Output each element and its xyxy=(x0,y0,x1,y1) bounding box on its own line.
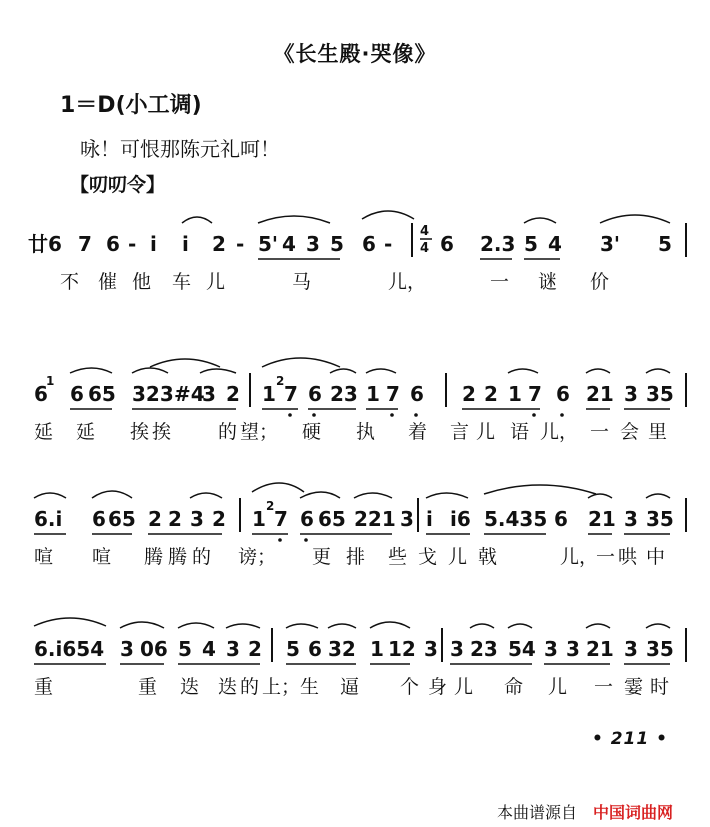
svg-text:2: 2 xyxy=(276,374,285,388)
lyric: 延 xyxy=(76,421,96,443)
lyric: 重 xyxy=(138,676,158,698)
lyric: 的 xyxy=(218,421,238,443)
svg-text:3: 3 xyxy=(424,637,438,661)
spoken-line: 咏！可恨那陈元礼呵！ xyxy=(80,137,280,161)
svg-text:7: 7 xyxy=(284,382,298,406)
svg-text:2: 2 xyxy=(226,382,240,406)
svg-text:2: 2 xyxy=(148,507,162,531)
svg-text:5: 5 xyxy=(658,232,672,256)
svg-text:-: - xyxy=(236,232,245,256)
svg-text:2: 2 xyxy=(484,382,498,406)
svg-text:7: 7 xyxy=(386,382,400,406)
lyric: 戟 xyxy=(478,546,498,568)
svg-text:5: 5 xyxy=(524,232,538,256)
lyric: 更 xyxy=(312,546,332,568)
svg-text:6: 6 xyxy=(106,232,120,256)
svg-text:-: - xyxy=(384,232,393,256)
svg-text:3: 3 xyxy=(190,507,204,531)
lyric: 车 xyxy=(172,271,192,293)
source-credit xyxy=(497,800,673,823)
lyric: 语 xyxy=(510,421,530,443)
svg-text:23: 23 xyxy=(470,637,498,661)
svg-text:3: 3 xyxy=(400,507,414,531)
svg-text:6: 6 xyxy=(308,382,322,406)
svg-text:i: i xyxy=(150,232,157,256)
lyric: 腾 xyxy=(168,546,188,568)
svg-text:3: 3 xyxy=(624,637,638,661)
lyric: 一 xyxy=(594,676,614,698)
source-text: 本曲谱源自 xyxy=(497,803,578,822)
svg-text:2.3: 2.3 xyxy=(480,232,516,256)
lyric: 儿 xyxy=(448,546,468,568)
lyric: 言 xyxy=(450,421,470,443)
svg-text:6: 6 xyxy=(70,382,84,406)
svg-text:12: 12 xyxy=(388,637,416,661)
svg-text:23: 23 xyxy=(330,382,358,406)
lyric: 儿， xyxy=(388,271,427,293)
svg-text:i: i xyxy=(426,507,433,531)
svg-text:3: 3 xyxy=(450,637,464,661)
svg-text:3: 3 xyxy=(624,507,638,531)
lyric: 里 xyxy=(648,421,668,443)
svg-text:1: 1 xyxy=(46,374,55,388)
lyrics-line-2 xyxy=(0,417,710,447)
lyric: 儿， xyxy=(540,421,579,443)
lyric: 喧 xyxy=(92,546,112,568)
lyric: 上； xyxy=(262,676,301,698)
svg-text:3: 3 xyxy=(226,637,240,661)
svg-text:5: 5 xyxy=(178,637,192,661)
lyric: 催 xyxy=(98,271,118,293)
svg-text:i: i xyxy=(182,232,189,256)
lyric: 马 xyxy=(292,271,312,293)
lyrics-line-1 xyxy=(0,267,710,297)
svg-text:5: 5 xyxy=(286,637,300,661)
staff-4 xyxy=(0,610,710,728)
lyric: 一 xyxy=(490,271,510,293)
svg-text:1: 1 xyxy=(366,382,380,406)
svg-text:5': 5' xyxy=(258,232,279,256)
lyric: 排 xyxy=(346,546,366,568)
svg-text:6: 6 xyxy=(410,382,424,406)
staff-1 xyxy=(0,205,710,323)
lyric: 一 xyxy=(590,421,610,443)
lyric: 儿 xyxy=(454,676,474,698)
lyric: 执 xyxy=(356,421,376,443)
svg-text:6: 6 xyxy=(300,507,314,531)
lyrics-line-3 xyxy=(0,542,710,572)
svg-text:3': 3' xyxy=(600,232,621,256)
svg-text:7: 7 xyxy=(78,232,92,256)
svg-text:4: 4 xyxy=(548,232,562,256)
lyric: 喧 xyxy=(34,546,54,568)
svg-text:323: 323 xyxy=(132,382,174,406)
lyric: 谜 xyxy=(538,271,558,293)
svg-text:3: 3 xyxy=(544,637,558,661)
key-signature: 1＝D(小工调) xyxy=(60,93,202,118)
lyric: 哄 xyxy=(618,546,638,568)
score-title: 《长生殿·哭像》 xyxy=(273,42,437,66)
svg-text:65: 65 xyxy=(108,507,136,531)
svg-text:6.i: 6.i xyxy=(34,507,63,531)
svg-text:221: 221 xyxy=(354,507,396,531)
svg-text:35: 35 xyxy=(646,637,674,661)
lyric: 一 xyxy=(596,546,616,568)
svg-text:4: 4 xyxy=(420,224,430,239)
svg-text:7: 7 xyxy=(528,382,542,406)
svg-text:3: 3 xyxy=(566,637,580,661)
lyric: 延 xyxy=(34,421,54,443)
lyric: 腾 xyxy=(144,546,164,568)
staff-2 xyxy=(0,355,710,473)
svg-text:2: 2 xyxy=(168,507,182,531)
lyric: 儿， xyxy=(560,546,599,568)
page-number: • 211 • xyxy=(591,729,668,749)
lyric: 逼 xyxy=(340,676,360,698)
svg-text:#4: #4 xyxy=(174,382,205,406)
lyric: 谤； xyxy=(238,546,277,568)
svg-text:35: 35 xyxy=(646,507,674,531)
svg-text:65: 65 xyxy=(88,382,116,406)
svg-text:32: 32 xyxy=(328,637,356,661)
lyric: 他 xyxy=(132,271,152,293)
svg-text:2: 2 xyxy=(212,232,226,256)
svg-text:3: 3 xyxy=(202,382,216,406)
svg-text:i6: i6 xyxy=(450,507,471,531)
svg-text:6: 6 xyxy=(440,232,454,256)
svg-text:21: 21 xyxy=(586,382,614,406)
lyric: 儿 xyxy=(548,676,568,698)
lyric: 儿 xyxy=(206,271,226,293)
svg-text:6: 6 xyxy=(362,232,376,256)
svg-text:3: 3 xyxy=(624,382,638,406)
svg-text:6.i654: 6.i654 xyxy=(34,637,105,661)
lyric: 的 xyxy=(240,676,260,698)
lyric: 中 xyxy=(646,546,666,568)
lyric: 命 xyxy=(504,676,524,698)
svg-text:6: 6 xyxy=(34,382,48,406)
svg-text:35: 35 xyxy=(646,382,674,406)
lyric: 价 xyxy=(590,271,610,293)
lyric: 霎 xyxy=(624,676,644,698)
svg-text:廿6: 廿6 xyxy=(28,232,62,256)
tune-name: 【叨叨令】 xyxy=(70,174,166,196)
svg-text:1: 1 xyxy=(370,637,384,661)
staff-3 xyxy=(0,480,710,598)
lyric: 着 xyxy=(408,421,428,443)
lyric: 时 xyxy=(650,676,670,698)
lyric: 迭 xyxy=(218,676,238,698)
svg-text:2: 2 xyxy=(462,382,476,406)
svg-text:1: 1 xyxy=(262,382,276,406)
lyric: 个 xyxy=(400,676,420,698)
lyric: 身 xyxy=(428,676,448,698)
lyric: 重 xyxy=(34,676,54,698)
svg-text:-: - xyxy=(128,232,137,256)
lyric: 挨 xyxy=(152,421,172,443)
svg-text:7: 7 xyxy=(274,507,288,531)
svg-text:2: 2 xyxy=(266,499,275,513)
lyric: 的 xyxy=(192,546,212,568)
svg-text:1: 1 xyxy=(508,382,522,406)
lyric: 迭 xyxy=(180,676,200,698)
lyric: 不 xyxy=(60,271,80,293)
svg-text:65: 65 xyxy=(318,507,346,531)
svg-text:6: 6 xyxy=(554,507,568,531)
svg-text:21: 21 xyxy=(586,637,614,661)
lyric: 望； xyxy=(240,421,279,443)
svg-text:4: 4 xyxy=(202,637,216,661)
svg-text:6: 6 xyxy=(556,382,570,406)
svg-text:5: 5 xyxy=(330,232,344,256)
svg-text:6: 6 xyxy=(92,507,106,531)
lyric: 些 xyxy=(388,546,408,568)
svg-text:21: 21 xyxy=(588,507,616,531)
svg-text:4: 4 xyxy=(420,241,430,256)
lyric: 儿 xyxy=(476,421,496,443)
svg-text:3: 3 xyxy=(306,232,320,256)
svg-text:4: 4 xyxy=(282,232,296,256)
lyrics-line-4 xyxy=(0,672,710,702)
svg-text:54: 54 xyxy=(508,637,536,661)
lyric: 硬 xyxy=(302,421,322,443)
svg-text:6: 6 xyxy=(308,637,322,661)
lyric: 生 xyxy=(300,676,320,698)
lyric: 会 xyxy=(620,421,640,443)
svg-text:5.435: 5.435 xyxy=(484,507,548,531)
lyric: 戈 xyxy=(418,546,438,568)
svg-text:3: 3 xyxy=(120,637,134,661)
svg-text:1: 1 xyxy=(252,507,266,531)
svg-text:06: 06 xyxy=(140,637,168,661)
svg-text:2: 2 xyxy=(212,507,226,531)
lyric: 挨 xyxy=(130,421,150,443)
source-site-link[interactable]: 中国词曲网 xyxy=(593,803,674,822)
svg-text:2: 2 xyxy=(248,637,262,661)
